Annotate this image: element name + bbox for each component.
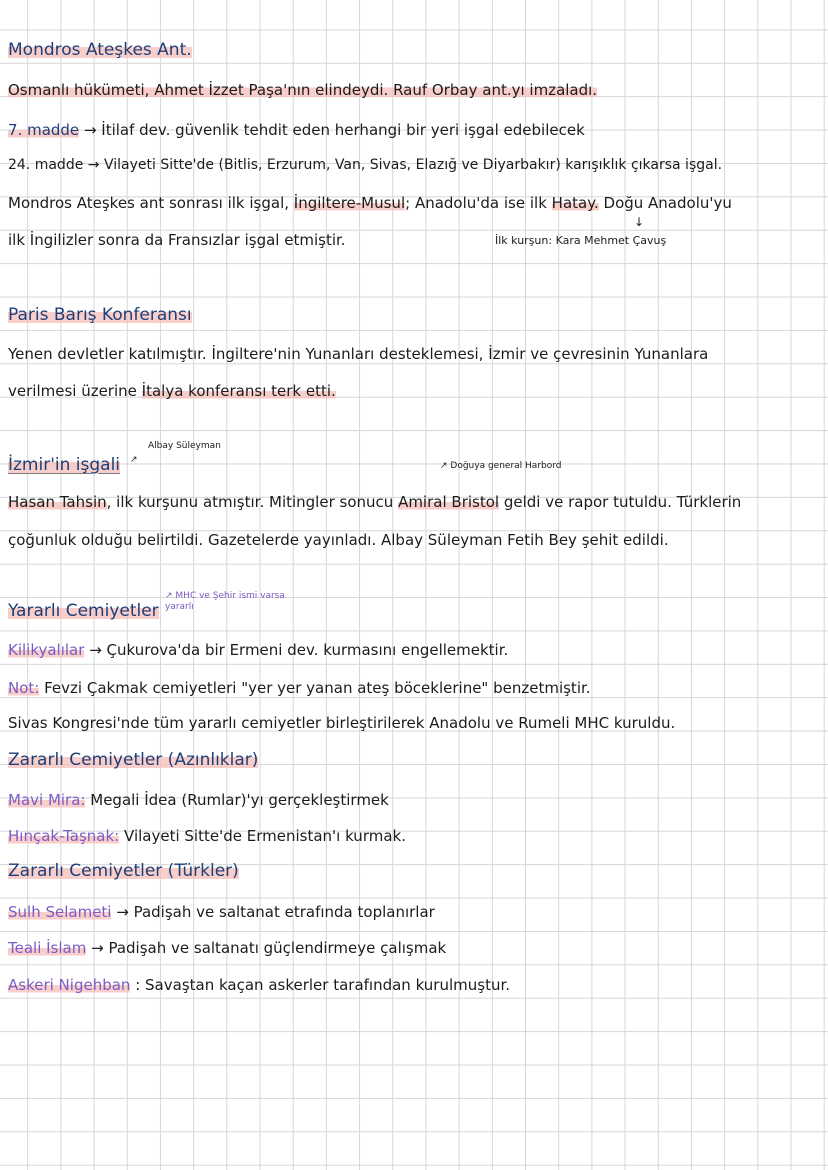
izmir-line-1: Hasan Tahsin, ilk kurşunu atmıştır. Mitingler sonucu Amiral Bristol geldi ve rapor tutuldu. Türklerin xyxy=(8,493,742,511)
mondros-line-2: 7. madde → İtilaf dev. güvenlik tehdit eden herhangi bir yeri işgal edebilecek xyxy=(8,121,585,139)
down-arrow-icon: ↓ xyxy=(634,215,645,229)
paris-line-2: verilmesi üzerine İtalya konferansı terk etti. xyxy=(8,382,336,400)
zararli-azinlik-line-2: Hınçak-Taşnak: Vilayeti Sitte'de Ermenistan'ı kurmak. xyxy=(8,827,406,845)
yararli-annotation: ↗ MHC ve Şehir ismi varsa yararlı xyxy=(165,591,285,612)
mondros-line-4: Mondros Ateşkes ant sonrası ilk işgal, İngiltere-Musul; Anadolu'da ise ilk Hatay. Doğu Anadolu'yu xyxy=(8,194,732,212)
yararli-line-2: Not: Fevzi Çakmak cemiyetleri "yer yer yanan ateş böceklerine" benzetmiştir. xyxy=(8,679,591,697)
yararli-title: Yararlı Cemiyetler xyxy=(8,601,159,621)
zararli-turk-title: Zararlı Cemiyetler (Türkler) xyxy=(8,861,239,881)
zararli-turk-line-2: Teali İslam → Padişah ve saltanatı güçlendirmeye çalışmak xyxy=(8,939,447,957)
yararli-line-3: Sivas Kongresi'nde tüm yararlı cemiyetler birleştirilerek Anadolu ve Rumeli MHC kuruldu. xyxy=(8,714,676,732)
mondros-title: Mondros Ateşkes Ant. xyxy=(8,40,192,60)
zararli-turk-line-3: Askeri Nigehban : Savaştan kaçan askerler tarafından kurulmuştur. xyxy=(8,976,511,994)
mondros-line-1: Osmanlı hükümeti, Ahmet İzzet Paşa'nın elindeydi. Rauf Orbay ant.yı imzaladı. xyxy=(8,81,598,99)
zararli-azinlik-title: Zararlı Cemiyetler (Azınlıklar) xyxy=(8,750,259,770)
izmir-title: İzmir'in işgali xyxy=(8,455,121,475)
izmir-annotation-1: Albay Süleyman xyxy=(148,441,221,451)
izmir-line-2: çoğunluk olduğu belirtildi. Gazetelerde yayınladı. Albay Süleyman Fetih Bey şehit edildi. xyxy=(8,531,669,549)
mondros-line-3: 24. madde → Vilayeti Sitte'de (Bitlis, Erzurum, Van, Sivas, Elazığ ve Diyarbakır) karışıklık çıkarsa işgal. xyxy=(8,157,723,173)
zararli-turk-line-1: Sulh Selameti → Padişah ve saltanat etrafında toplanırlar xyxy=(8,903,435,921)
zararli-azinlik-line-1: Mavi Mira: Megali İdea (Rumlar)'yı gerçekleştirmek xyxy=(8,791,389,809)
paris-title: Paris Barış Konferansı xyxy=(8,305,192,325)
paris-line-1: Yenen devletler katılmıştır. İngiltere'nin Yunanları desteklemesi, İzmir ve çevresinin Yunanlara xyxy=(8,345,709,363)
mondros-note: İlk kurşun: Kara Mehmet Çavuş xyxy=(495,234,667,247)
izmir-annotation-2: ↗ Doğuya general Harbord xyxy=(440,461,562,471)
arrow-icon: ↗ xyxy=(130,455,138,465)
mondros-line-5: ilk İngilizler sonra da Fransızlar işgal etmiştir. xyxy=(8,231,346,249)
yararli-line-1: Kilikyalılar → Çukurova'da bir Ermeni dev. kurmasını engellemektir. xyxy=(8,641,509,659)
